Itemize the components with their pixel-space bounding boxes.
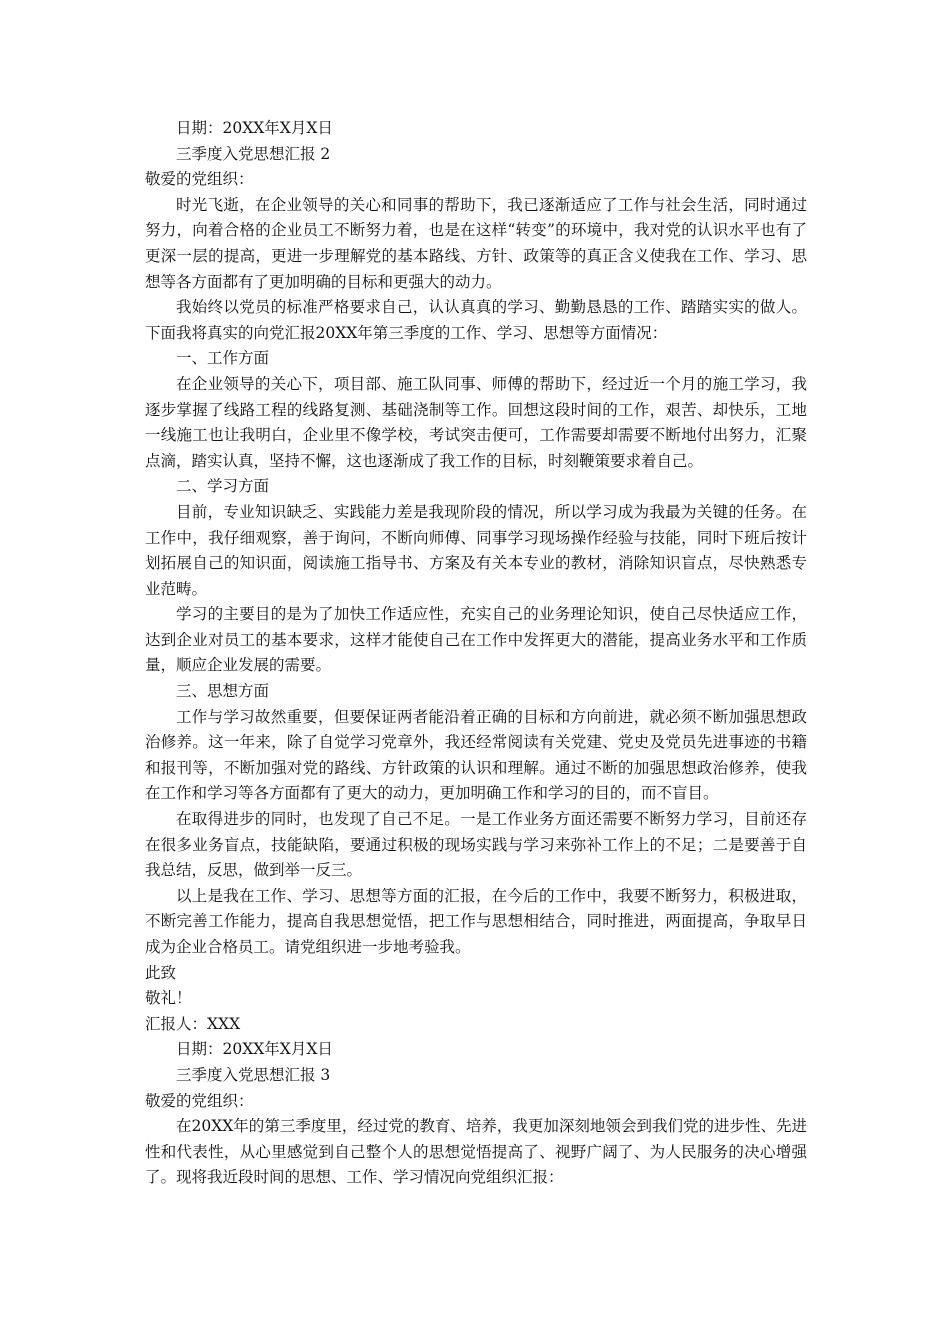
report-title-3: 三季度入党思想汇报 3	[176, 1065, 331, 1084]
closing-jingli: 敬礼！	[145, 989, 192, 1008]
thought-paragraph-2: 在取得进步的同时，也发现了自己不足。一是工作业务方面还需要不断努力学习，目前还存在很多业务盲点，技能缺陷，要通过积极的现场实践与学习来弥补工作上的不足；二是要善于自我总结，反思，做到举一反三。	[145, 810, 807, 880]
thought-paragraph-1: 工作与学习故然重要，但要保证两者能沿着正确的目标和方向前进，就必须不断加强思想政治修养。这一年来，除了自觉学习党章外，我还经常阅读有关党建、党史及党员先进事迹的书籍和报刊等，不断加强对党的路线、方针政策的认识和理解。通过不断的加强思想政治修养，使我在工作和学习等各方面都有了更大的动力，更加明确工作和学习的目的，而不盲目。	[145, 707, 807, 803]
report-title: 三季度入党思想汇报 2	[176, 144, 331, 163]
salutation-3: 敬爱的党组织：	[145, 1091, 254, 1110]
work-heading: 一、工作方面	[176, 349, 270, 368]
date-line-2: 日期：20XX年X月X日	[176, 1040, 333, 1059]
date-line: 日期：20XX年X月X日	[176, 119, 333, 137]
document-page	[145, 116, 807, 1191]
study-heading: 二、学习方面	[176, 477, 270, 496]
thought-heading: 三、思想方面	[176, 682, 270, 701]
intro-paragraph-1: 时光飞逝，在企业领导的关心和同事的帮助下，我已逐渐适应了工作与社会生活，同时通过努力，向着合格的企业员工不断努力着，也是在这样“转变”的环境中，我对党的认识水平也有了更深一层的提高，更进一步理解党的基本路线、方针、政策等的真正含义使我在工作、学习、思想等各方面都有了更加明确的目标和更强大的动力。	[145, 195, 807, 291]
closing-cizhi: 此致	[145, 963, 177, 982]
study-paragraph-2: 学习的主要目的是为了加快工作适应性，充实自己的业务理论知识，使自己尽快适应工作，达到企业对员工的基本要求，这样才能使自己在工作中发挥更大的潜能，提高业务水平和工作质量，顺应企业发展的需要。	[145, 605, 807, 675]
intro-paragraph-2: 我始终以党员的标准严格要求自己，认认真真的学习、勤勤恳恳的工作、踏踏实实的做人。下面我将真实的向党汇报20XX年第三季度的工作、学习、思想等方面情况：	[145, 298, 807, 342]
intro-paragraph-3: 在20XX年的第三季度里，经过党的教育、培养，我更加深刻地领会到我们党的进步性、先进性和代表性，从心里感觉到自己整个人的思想觉悟提高了、视野广阔了、为人民服务的决心增强了。现将我近段时间的思想、工作、学习情况向党组织汇报：	[145, 1117, 807, 1187]
work-paragraph: 在企业领导的关心下，项目部、施工队同事、师傅的帮助下，经过近一个月的施工学习，我逐步掌握了线路工程的线路复测、基础浇制等工作。回想这段时间的工作，艰苦、却快乐，工地一线施工也让我明白，企业里不像学校，考试突击便可，工作需要却需要不断地付出努力，汇聚点滴，踏实认真，坚持不懈，这也逐渐成了我工作的目标，时刻鞭策要求着自己。	[145, 374, 807, 470]
closing-paragraph: 以上是我在工作、学习、思想等方面的汇报，在今后的工作中，我要不断努力，积极进取，不断完善工作能力，提高自我思想觉悟，把工作与思想相结合，同时推进，两面提高，争取早日成为企业合格员工。请党组织进一步地考验我。	[145, 886, 807, 956]
study-paragraph-1: 目前，专业知识缺乏、实践能力差是我现阶段的情况，所以学习成为我最为关键的任务。在工作中，我仔细观察，善于询问，不断向师傅、同事学习现场操作经验与技能，同时下班后按计划拓展自己的知识面，阅读施工指导书、方案及有关本专业的教材，消除知识盲点，尽快熟悉专业范畴。	[145, 502, 807, 598]
reporter-line: 汇报人：XXX	[145, 1014, 241, 1033]
salutation: 敬爱的党组织：	[145, 170, 254, 189]
